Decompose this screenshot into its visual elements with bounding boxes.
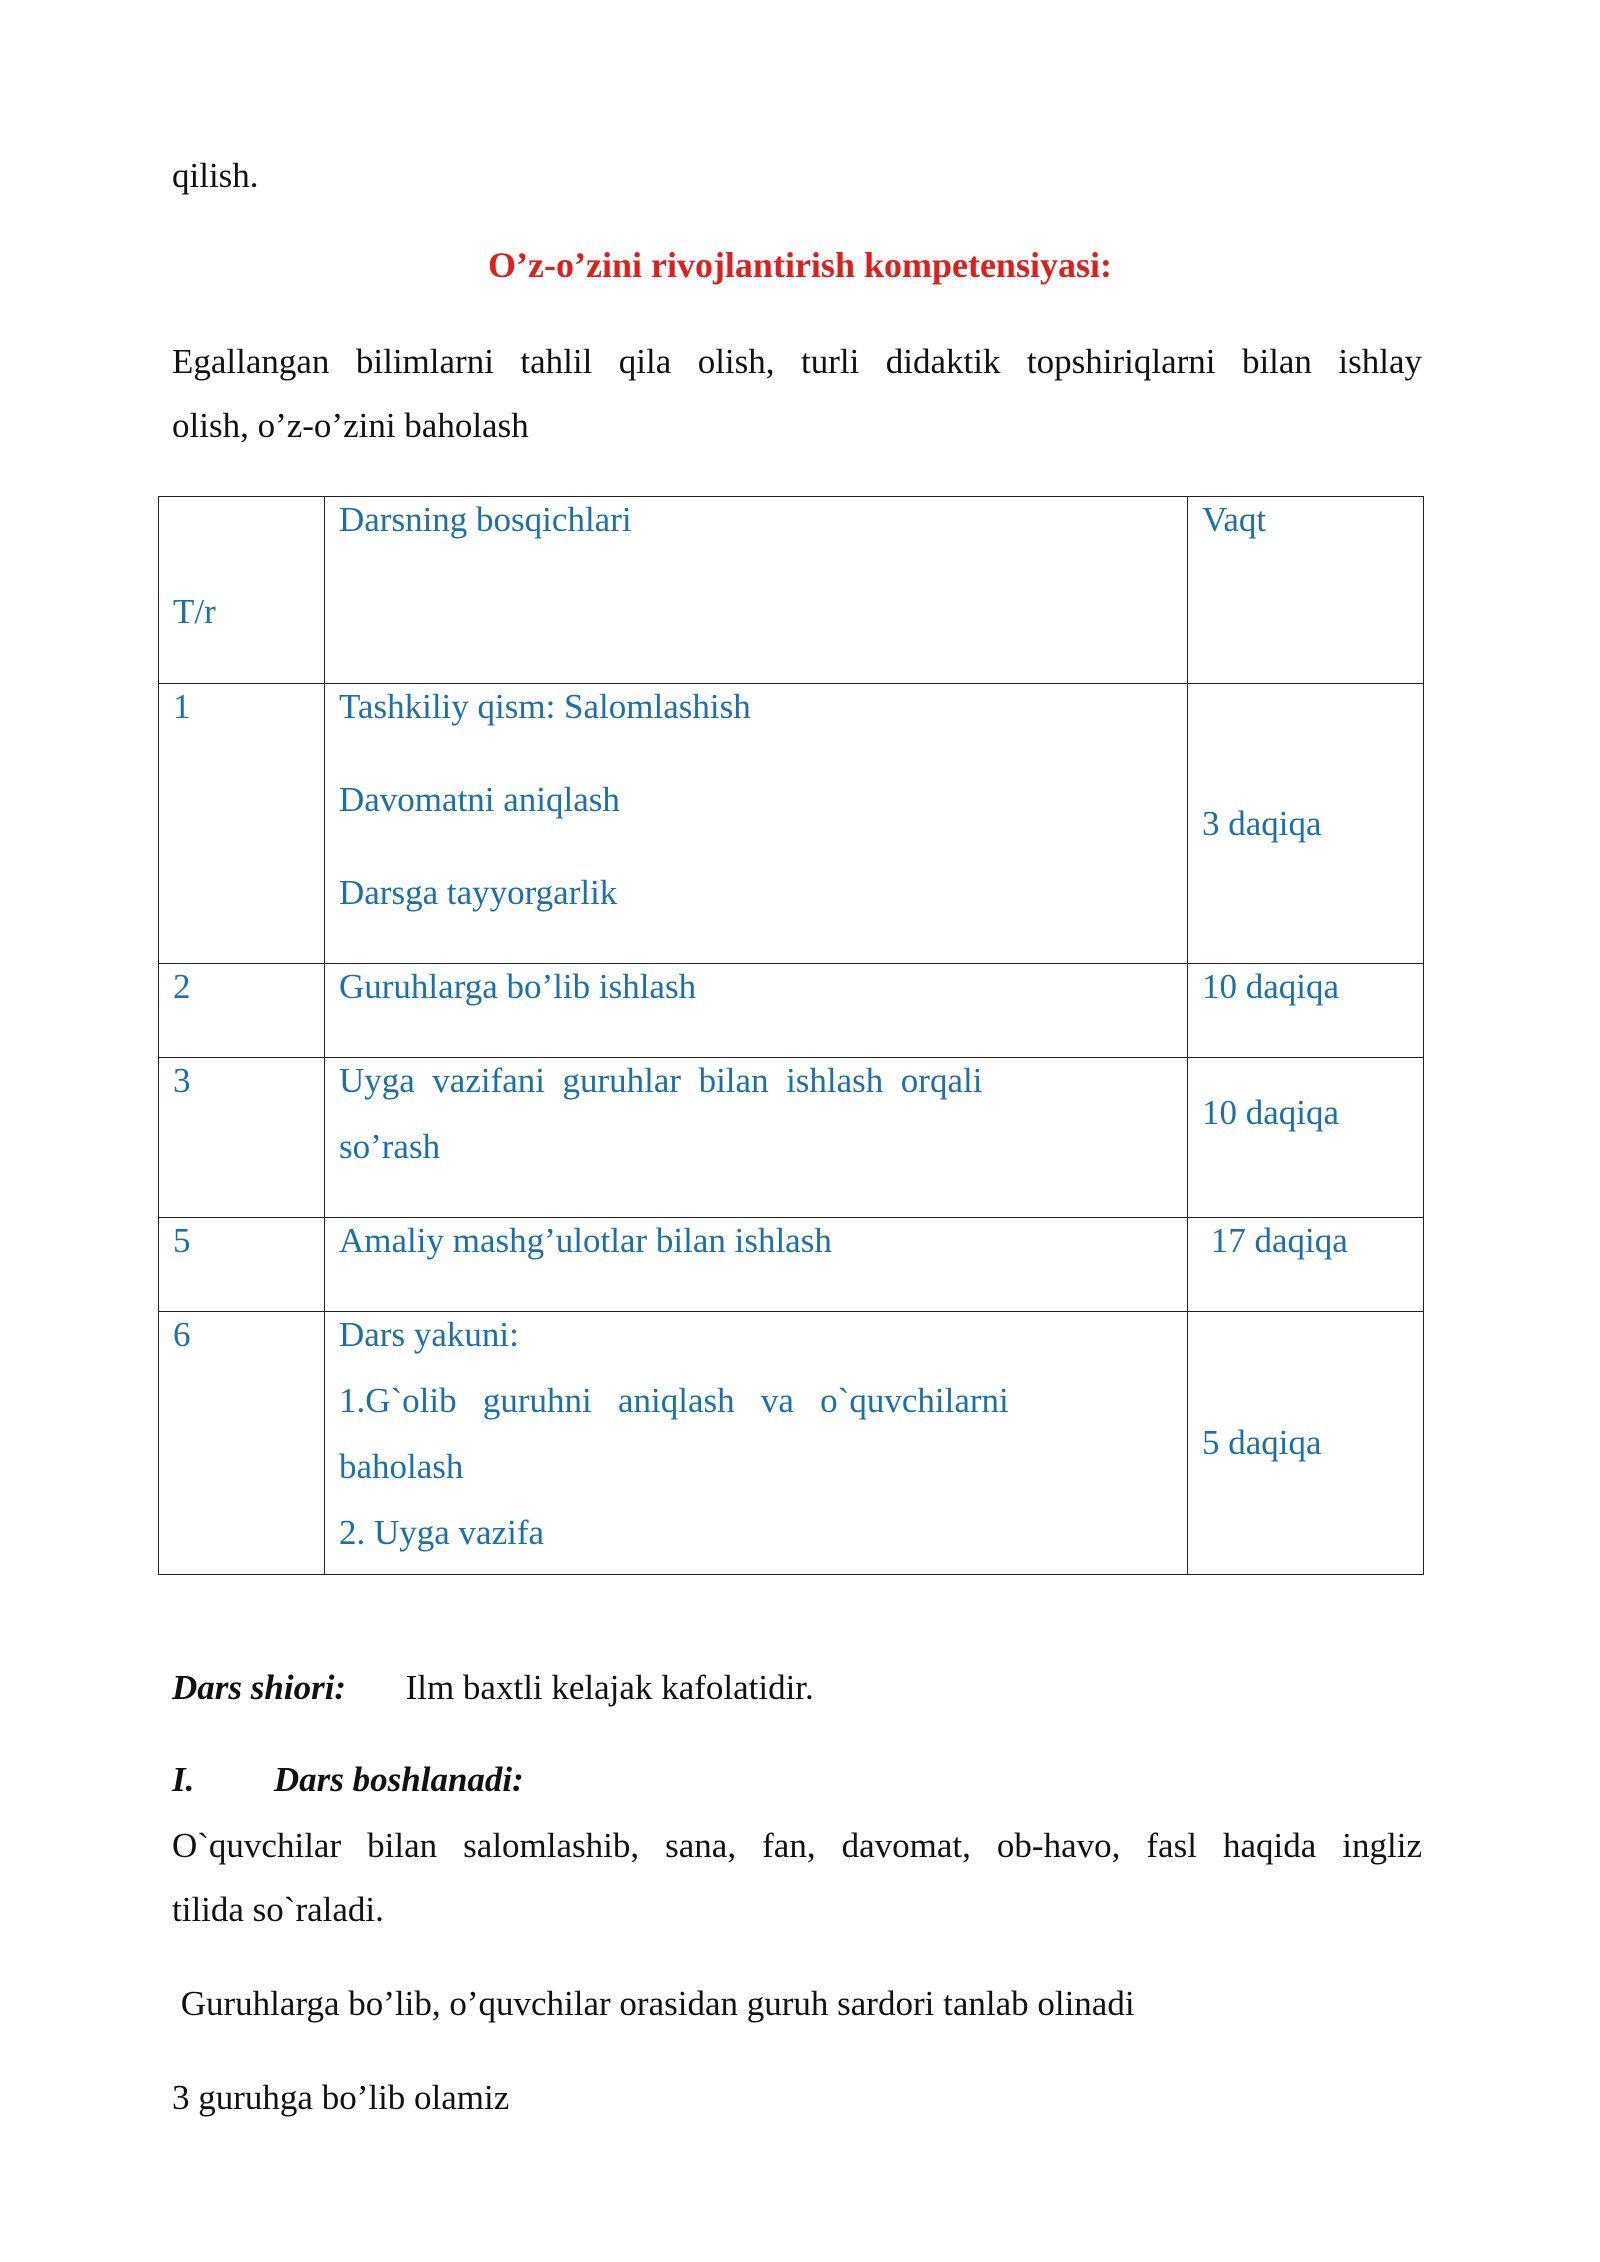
header-time-cell <box>1188 497 1424 684</box>
table-row <box>159 1218 1424 1312</box>
row-time: 17 daqiqa <box>1202 1221 1348 1260</box>
row-num-cell <box>159 964 325 1058</box>
row-stage-cell <box>325 1058 1188 1218</box>
intro-text: qilish. <box>172 156 259 195</box>
row-num: 3 <box>173 1061 191 1100</box>
table-header-row <box>159 497 1424 684</box>
table-row <box>159 684 1424 964</box>
row-num-cell <box>159 1058 325 1218</box>
row-stage-line: Uyga vazifani guruhlar bilan ishlash orqali <box>339 1061 983 1100</box>
row-time-cell <box>1188 1058 1424 1218</box>
row-stage-line: Tashkiliy qism: Salomlashish <box>339 687 751 726</box>
table-row <box>159 1058 1424 1218</box>
row-stage-line: so’rash <box>339 1127 441 1166</box>
motto-text: Ilm baxtli kelajak kafolatidir. <box>405 1668 814 1707</box>
body-paragraph-1-line-2: tilida so`raladi. <box>172 1890 384 1929</box>
row-time-cell <box>1188 1218 1424 1312</box>
row-stage-line: Amaliy mashg’ulotlar bilan ishlash <box>339 1221 832 1260</box>
row-stage-cell <box>325 1218 1188 1312</box>
row-num: 2 <box>173 967 191 1006</box>
row-stage-line: Davomatni aniqlash <box>339 780 620 819</box>
section-title: Dars boshlanadi: <box>273 1760 524 1799</box>
row-stage-cell <box>325 964 1188 1058</box>
motto-label: Dars shiori: <box>172 1668 347 1707</box>
row-stage-line: Dars yakuni: <box>339 1315 519 1354</box>
header-stage-cell <box>325 497 1188 684</box>
header-time: Vaqt <box>1202 500 1267 539</box>
row-stage-cell <box>325 684 1188 964</box>
row-time-cell <box>1188 1312 1424 1575</box>
row-time: 3 daqiqa <box>1202 803 1322 843</box>
row-time: 10 daqiqa <box>1202 1093 1340 1132</box>
row-num: 6 <box>173 1315 191 1354</box>
row-stage-line: baholash <box>339 1447 464 1486</box>
row-time: 10 daqiqa <box>1202 967 1340 1006</box>
row-stage-line: 1.G`olib guruhni aniqlash va o`quvchilarni <box>339 1381 1009 1420</box>
paragraph-line-1: Egallangan bilimlarni tahlil qila olish, turli didaktik topshiriqlarni bilan ishlay <box>172 342 1422 381</box>
row-time: 5 daqiqa <box>1202 1423 1322 1462</box>
row-num-cell <box>159 1312 325 1575</box>
row-time-cell <box>1188 684 1424 964</box>
body-paragraph-1-line-1: O`quvchilar bilan salomlashib, sana, fan, davomat, ob-havo, fasl haqida ingliz <box>172 1826 1422 1865</box>
row-time-cell <box>1188 964 1424 1058</box>
header-num-cell <box>159 497 325 684</box>
row-stage-line: Guruhlarga bo’lib ishlash <box>339 967 697 1006</box>
section-heading: O’z-o’zini rivojlantirish kompetensiyasi: <box>488 245 1112 285</box>
header-num: T/r <box>173 592 216 631</box>
section-number: I. <box>172 1760 195 1799</box>
table-row <box>159 1312 1424 1575</box>
row-stage-line: Darsga tayyorgarlik <box>339 873 618 912</box>
row-num-cell <box>159 684 325 964</box>
row-num: 1 <box>173 687 191 726</box>
row-num-cell <box>159 1218 325 1312</box>
motto-line <box>172 1664 814 1712</box>
section-title-line <box>172 1756 524 1804</box>
row-stage-line: 2. Uyga vazifa <box>339 1513 545 1552</box>
header-stage: Darsning bosqichlari <box>339 500 632 539</box>
body-paragraph-2: Guruhlarga bo’lib, o’quvchilar orasidan guruh sardori tanlab olinadi <box>172 1984 1135 2023</box>
row-num: 5 <box>173 1221 191 1260</box>
table-row <box>159 964 1424 1058</box>
body-paragraph-3: 3 guruhga bo’lib olamiz <box>172 2078 510 2117</box>
lesson-stages-table <box>158 496 1424 1575</box>
row-stage-cell <box>325 1312 1188 1575</box>
paragraph-line-2: olish, o’z-o’zini baholash <box>172 406 529 445</box>
